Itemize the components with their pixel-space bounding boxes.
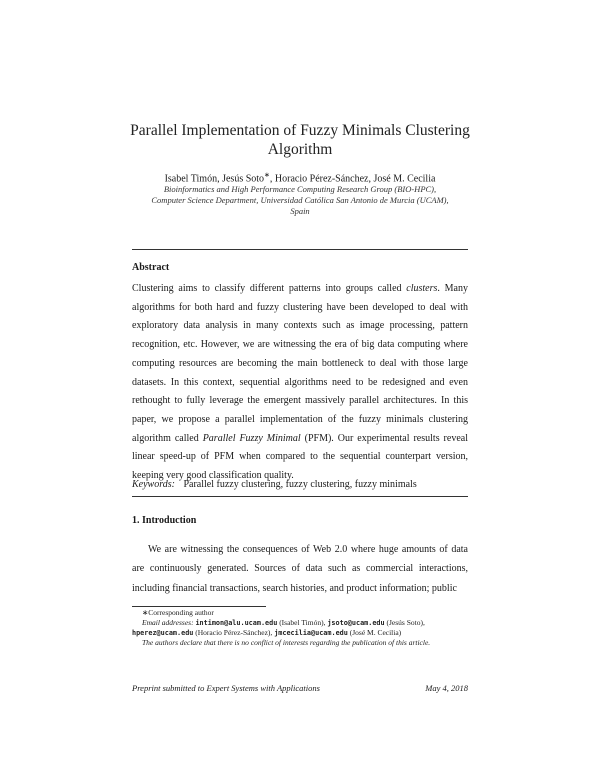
abstract-top-rule [132,249,468,250]
abstract-heading: Abstract [132,262,170,273]
section-heading-introduction: 1. Introduction [132,515,197,526]
email-label: Email addresses: [142,618,194,627]
page-footer [132,683,468,693]
keywords-label: Keywords: [132,479,175,490]
keywords [132,478,468,491]
author-2: Jesús Soto [222,173,265,185]
email-owner: (Horacio Pérez-Sánchez), [195,628,273,637]
corresponding-mark: ∗ [264,171,270,179]
footnotes [132,608,468,648]
email-link[interactable]: hperez@ucam.edu [132,629,194,637]
email-owner: (Jesús Soto), [386,618,425,627]
paper-title: Parallel Implementation of Fuzzy Minimals Clustering Algorithm [130,122,470,158]
affiliation: Bioinformatics and High Performance Computing Research Group (BIO-HPC), Computer Science Department, Universidad Católica San Antonio de Murcia (UCAM), Spain [151,184,449,216]
footer-journal: Preprint submitted to Expert Systems with Applications [132,683,320,693]
author-list [100,169,500,185]
email-link[interactable]: jmcecilia@ucam.edu [274,629,348,637]
keywords-text: Parallel fuzzy clustering, fuzzy clustering, fuzzy minimals [183,479,417,490]
email-link[interactable]: intimon@alu.ucam.edu [195,619,278,627]
footnote-corresponding: ∗Corresponding author [142,608,214,617]
footnote-conflict: The authors declare that there is no conflict of interests regarding the publication of this article. [142,638,431,647]
abstract-text [132,280,468,486]
abstract-bottom-rule [132,496,468,497]
email-link[interactable]: jsoto@ucam.edu [327,619,385,627]
abstract-part-1: Clustering aims to classify different patterns into groups called [132,283,407,294]
email-owner: (Isabel Timón), [279,618,326,627]
footer-date: May 4, 2018 [425,683,468,693]
email-owner: (José M. Cecilia) [349,628,402,637]
introduction-text: We are witnessing the consequences of Web 2.0 where huge amounts of data are continuously generated. Sources of data such as commercial interactions, including financial transactions, search histories, and product information; public [132,544,468,594]
author-rest: , Horacio Pérez-Sánchez, José M. Cecilia [269,173,436,185]
abstract-clusters-term: clusters [406,283,438,294]
abstract-pfm-term: Parallel Fuzzy Minimal [202,432,301,444]
abstract-part-3: (PFM). Our experimental results reveal linear speed-up of PFM when compared to the sequential counterpart version, keeping very good classification quality. [132,432,468,482]
author-1: Isabel Timón, [164,173,220,185]
footnote-emails [132,618,468,638]
abstract-part-2: . Many algorithms for both hard and fuzzy clustering have been developed to deal with exploratory data analysis in many contexts such as image processing, pattern recognition, etc. However, we are witnessing the era of big data computing where computing resources are becoming the main bottleneck to deal with those large datasets. In this context, sequential algorithms need to be redesigned and even rethought to fully leverage the emergent massively parallel architectures. In this paper, we propose a parallel implementation of the fuzzy minimals clustering algorithm called [132,283,468,444]
footnote-rule [132,606,266,607]
